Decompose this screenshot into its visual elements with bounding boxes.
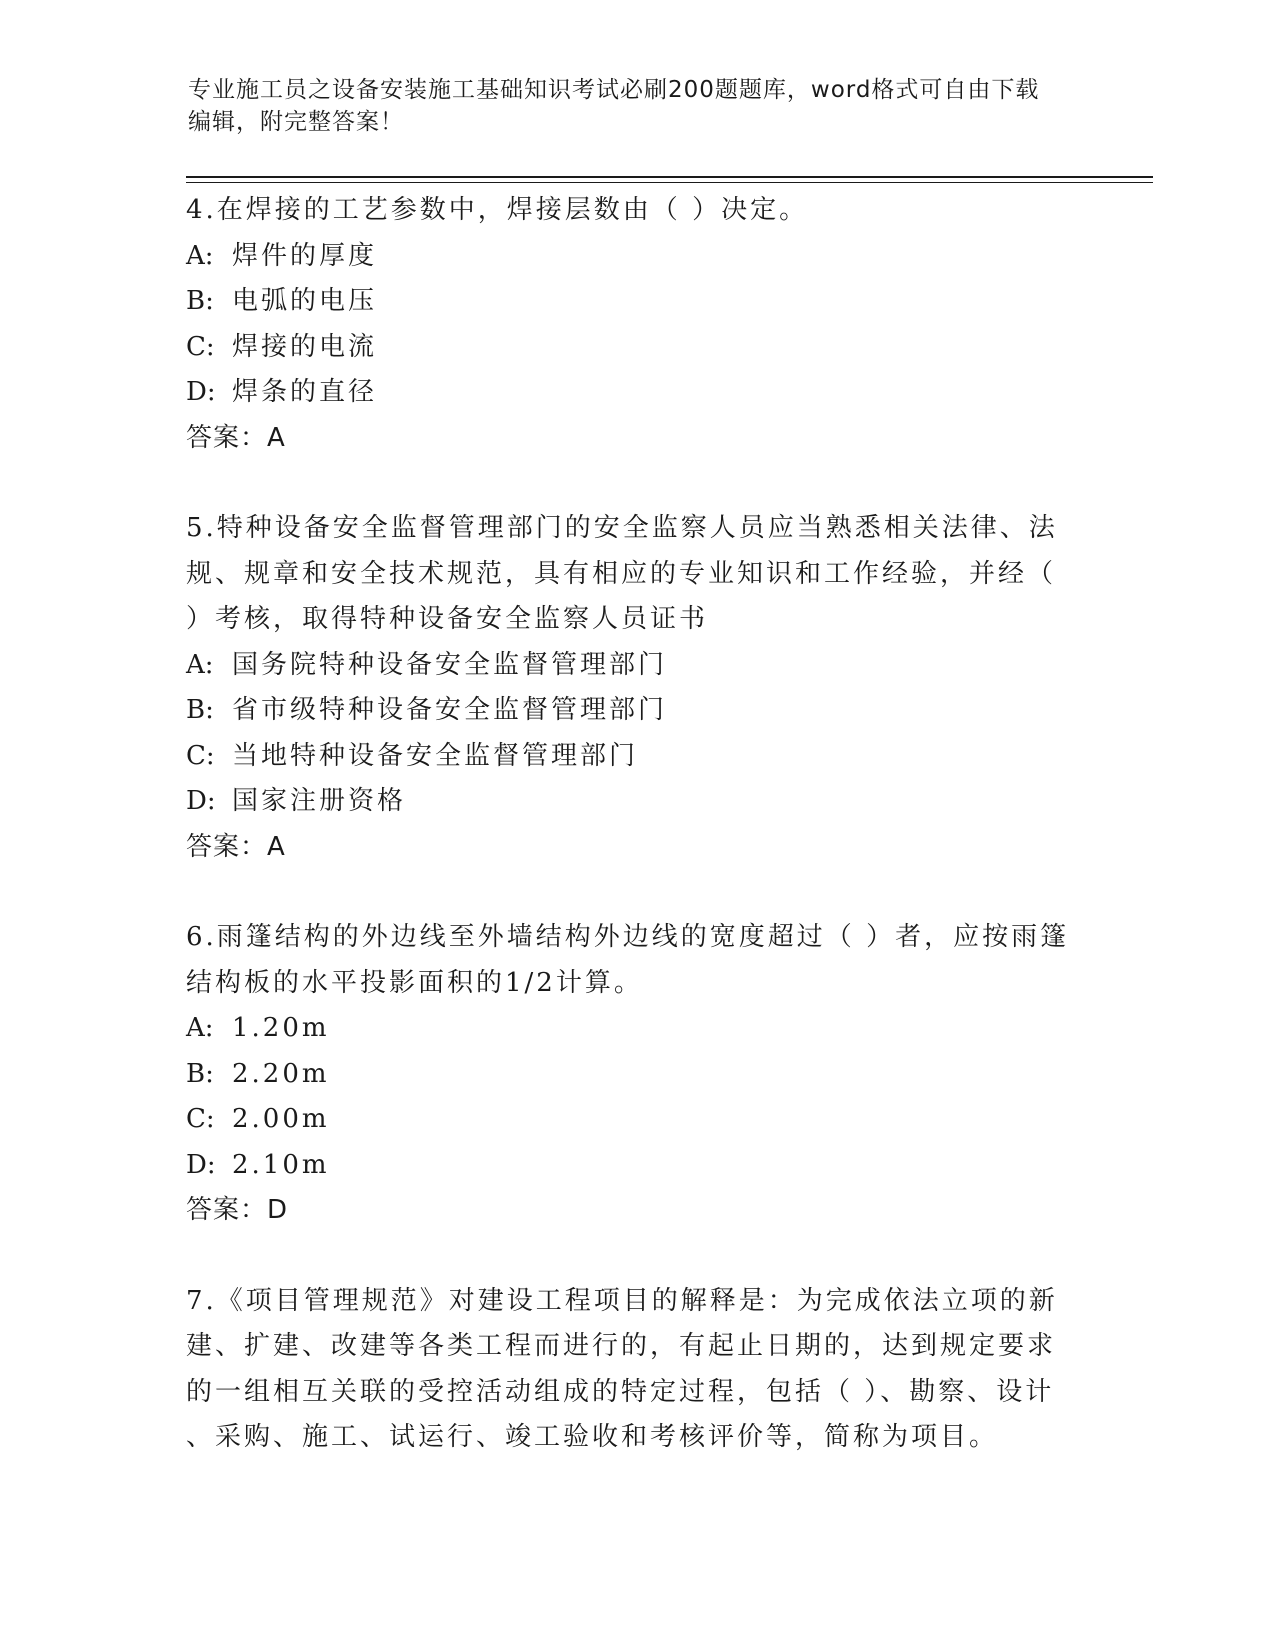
header-divider-thick	[186, 176, 1153, 178]
answer-line: 答案：A	[186, 831, 286, 862]
option-text: 2.10m	[232, 1149, 330, 1180]
option-text: 省市级特种设备安全监督管理部门	[232, 695, 668, 725]
option-letter: B:	[186, 286, 214, 316]
question-stem: 规、规章和安全技术规范，具有相应的专业知识和工作经验，并经（	[186, 558, 1057, 589]
option-text: 2.20m	[232, 1058, 330, 1089]
spacer	[186, 461, 1086, 506]
option-text: 焊件的厚度	[232, 240, 378, 271]
option-letter: D:	[186, 786, 216, 816]
option-letter: B:	[186, 1058, 214, 1089]
answer-line: 答案：D	[186, 1195, 289, 1225]
question-list	[186, 188, 1086, 1461]
question-stem: 、采购、施工、试运行、竣工验收和考核评价等，简称为项目。	[186, 1422, 999, 1452]
option-letter: C:	[186, 740, 215, 771]
question-stem: 7.《项目管理规范》对建设工程项目的解释是：为完成依法立项的新	[186, 1285, 1058, 1316]
question-stem: ）考核，取得特种设备安全监察人员证书	[186, 604, 709, 634]
option-a	[186, 1006, 1086, 1052]
option-letter: C:	[186, 1104, 215, 1134]
document-header	[188, 74, 1088, 138]
question-item	[186, 1279, 1086, 1461]
option-letter: A:	[186, 1013, 214, 1043]
option-text: 1.20m	[232, 1013, 330, 1043]
option-letter: A:	[186, 649, 214, 680]
option-text: 当地特种设备安全监督管理部门	[232, 740, 639, 771]
option-d	[186, 1143, 1086, 1189]
spacer	[186, 870, 1086, 915]
option-text: 焊条的直径	[232, 377, 378, 407]
option-text: 2.00m	[232, 1104, 330, 1134]
header-divider-thin	[186, 182, 1153, 183]
question-item	[186, 915, 1086, 1234]
header-line-2: 编辑，附完整答案！	[188, 109, 404, 135]
option-c	[186, 734, 1086, 780]
option-letter: C:	[186, 331, 215, 362]
option-letter: B:	[186, 695, 214, 725]
option-b	[186, 1052, 1086, 1098]
question-stem: 结构板的水平投影面积的1/2计算。	[186, 967, 643, 998]
option-b	[186, 688, 1086, 734]
spacer	[186, 1234, 1086, 1279]
option-c	[186, 325, 1086, 371]
answer-line: 答案：A	[186, 422, 286, 453]
option-a	[186, 643, 1086, 689]
question-stem: 5.特种设备安全监督管理部门的安全监察人员应当熟悉相关法律、法	[186, 513, 1058, 543]
option-text: 国家注册资格	[232, 786, 407, 816]
question-stem: 6.雨篷结构的外边线至外墙结构外边线的宽度超过（ ）者，应按雨篷	[186, 922, 1070, 952]
option-b	[186, 279, 1086, 325]
option-text: 焊接的电流	[232, 331, 378, 362]
question-item	[186, 506, 1086, 870]
option-text: 电弧的电压	[232, 286, 378, 316]
question-stem: 的一组相互关联的受控活动组成的特定过程，包括（ ）、勘察、设计	[186, 1376, 1055, 1407]
option-d	[186, 370, 1086, 416]
option-letter: D:	[186, 1149, 216, 1180]
question-stem: 建、扩建、改建等各类工程而进行的，有起止日期的，达到规定要求	[186, 1331, 1057, 1361]
option-d	[186, 779, 1086, 825]
option-a	[186, 234, 1086, 280]
option-c	[186, 1097, 1086, 1143]
option-letter: D:	[186, 377, 216, 407]
question-item	[186, 188, 1086, 461]
option-letter: A:	[186, 240, 214, 271]
question-stem: 4.在焊接的工艺参数中，焊接层数由（ ）决定。	[186, 195, 809, 225]
header-line-1: 专业施工员之设备安装施工基础知识考试必刷200题题库，word格式可自由下载	[188, 77, 1040, 103]
option-text: 国务院特种设备安全监督管理部门	[232, 649, 668, 680]
